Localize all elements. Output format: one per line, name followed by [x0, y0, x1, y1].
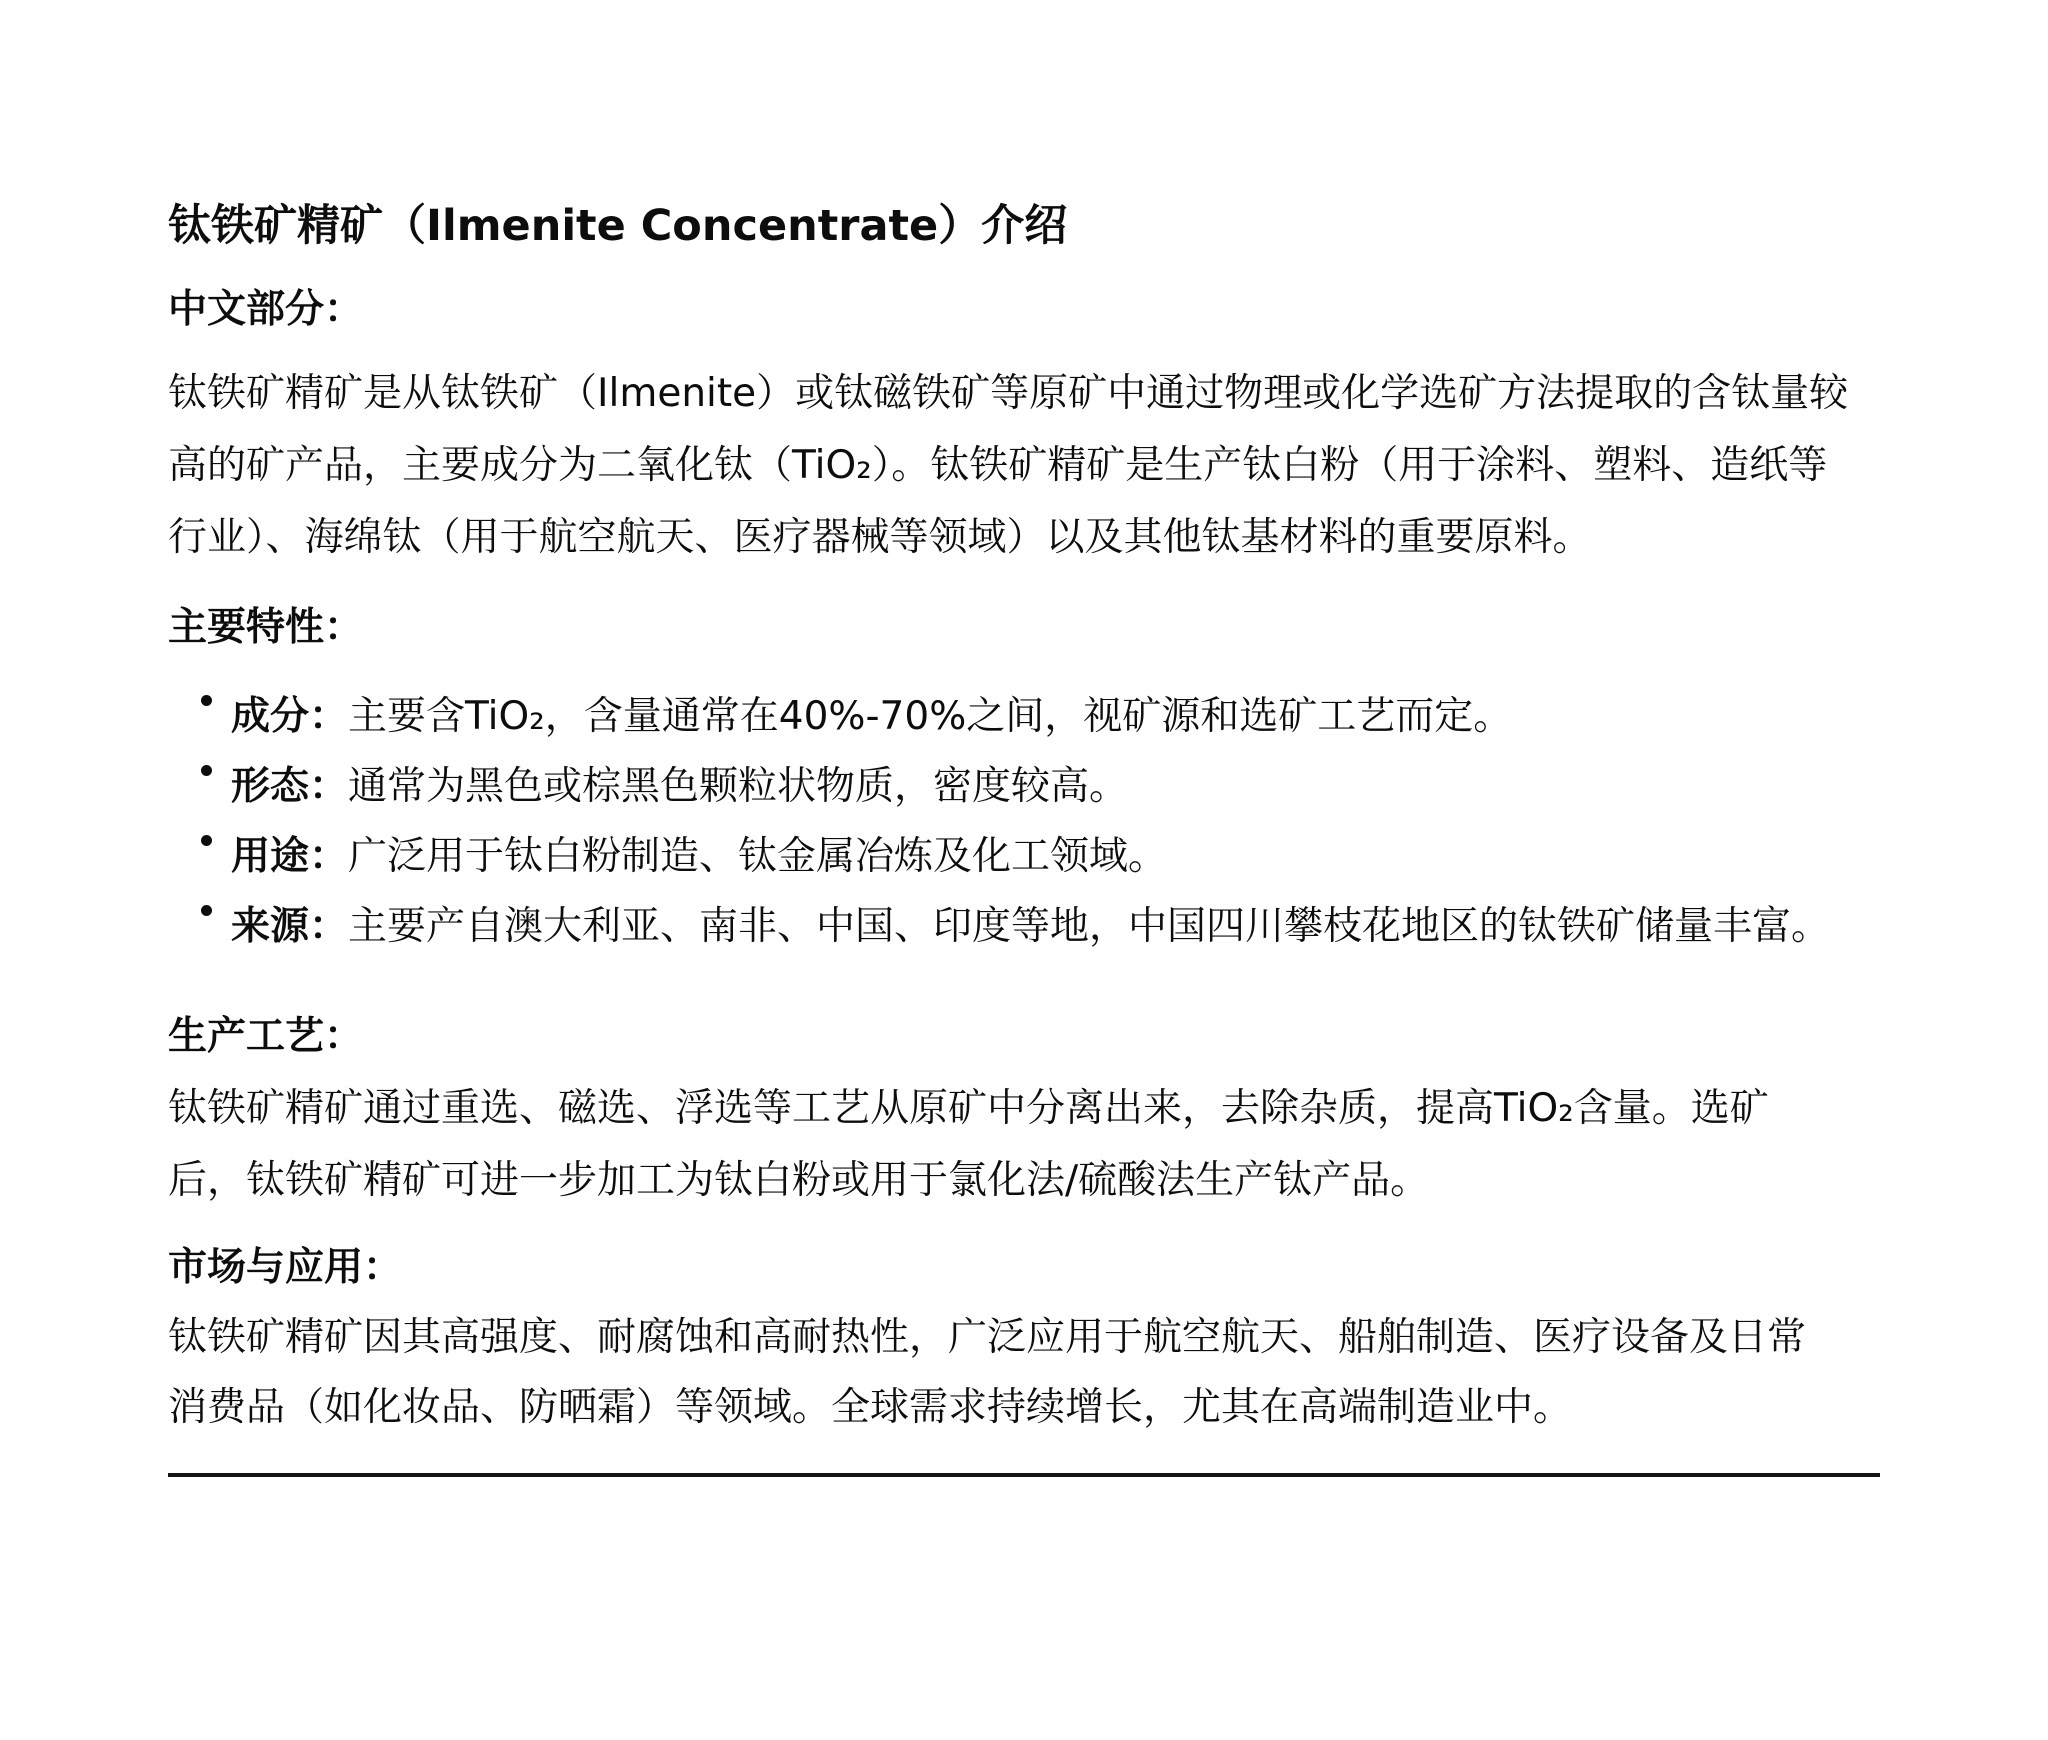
list-item-source — [168, 892, 1880, 962]
intro-paragraph-line: 高的矿产品，主要成分为二氧化钛（TiO₂）。钛铁矿精矿是生产钛白粉（用于涂料、塑料、造纸等 — [168, 443, 1828, 488]
list-item-composition — [168, 682, 1880, 752]
section-heading-chinese-part: 中文部分： — [168, 287, 364, 332]
list-item-desc: 主要含TiO₂，含量通常在40%-70%之间，视矿源和选矿工艺而定。 — [348, 694, 1513, 739]
section-heading-key-properties: 主要特性： — [168, 605, 364, 650]
intro-paragraph-line: 行业）、海绵钛（用于航空航天、医疗器械等领域）以及其他钛基材料的重要原料。 — [168, 515, 1592, 560]
production-paragraph-line: 钛铁矿精矿通过重选、磁选、浮选等工艺从原矿中分离出来，去除杂质，提高TiO₂含量。选矿 — [168, 1086, 1769, 1131]
list-item-term: 来源： — [231, 904, 349, 949]
market-paragraph-line: 钛铁矿精矿因其高强度、耐腐蚀和高耐热性，广泛应用于航空航天、船舶制造、医疗设备及日常 — [168, 1315, 1807, 1360]
key-properties-list — [168, 682, 1880, 962]
list-item-form — [168, 752, 1880, 822]
list-item-term: 成分： — [231, 694, 349, 739]
bullet-icon — [201, 695, 212, 706]
production-paragraph-line: 后，钛铁矿精矿可进一步加工为钛白粉或用于氯化法/硫酸法生产钛产品。 — [168, 1158, 1430, 1203]
document-page — [0, 198, 2048, 1740]
market-application-section — [168, 1233, 1880, 1443]
section-heading-market-application: 市场与应用： — [168, 1245, 403, 1290]
bullet-icon — [201, 905, 212, 916]
section-heading-production-process: 生产工艺： — [168, 1014, 364, 1059]
list-item-term: 形态： — [231, 764, 349, 809]
list-item-desc: 通常为黑色或棕黑色颗粒状物质，密度较高。 — [348, 764, 1129, 809]
horizontal-divider — [168, 1473, 1880, 1477]
bullet-icon — [201, 765, 212, 776]
list-item-usage — [168, 822, 1880, 892]
intro-paragraph — [168, 358, 1880, 574]
bullet-icon — [201, 835, 212, 846]
list-item-desc: 主要产自澳大利亚、南非、中国、印度等地，中国四川攀枝花地区的钛铁矿储量丰富。 — [348, 904, 1831, 949]
intro-paragraph-line: 钛铁矿精矿是从钛铁矿（Ilmenite）或钛磁铁矿等原矿中通过物理或化学选矿方法提取的含钛量较 — [168, 371, 1849, 416]
market-paragraph-line: 消费品（如化妆品、防晒霜）等领域。全球需求持续增长，尤其在高端制造业中。 — [168, 1385, 1573, 1430]
list-item-term: 用途： — [231, 834, 349, 879]
document-title: 钛铁矿精矿（Ilmenite Concentrate）介绍 — [168, 201, 1068, 251]
list-item-desc: 广泛用于钛白粉制造、钛金属冶炼及化工领域。 — [348, 834, 1168, 879]
production-process-section — [168, 1001, 1880, 1217]
